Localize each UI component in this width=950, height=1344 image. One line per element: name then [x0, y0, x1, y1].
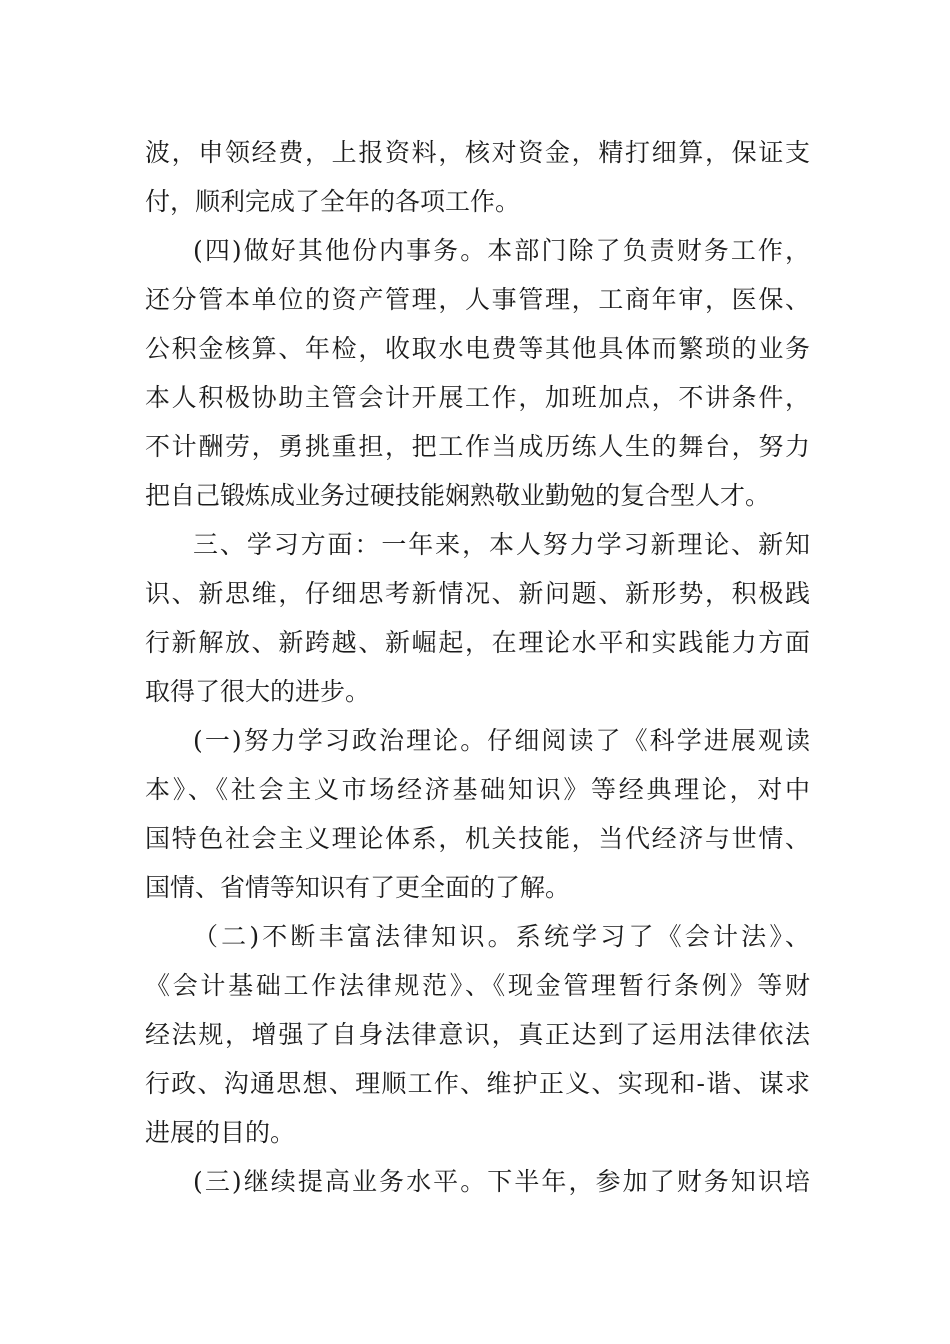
- text-line: 不计酬劳，勇挑重担，把工作当成历练人生的舞台，努力: [145, 432, 810, 461]
- text-line: 本人积极协助主管会计开展工作，加班加点，不讲条件，: [145, 383, 810, 412]
- text-line: (三)继续提高业务水平。下半年，参加了财务知识培: [193, 1167, 810, 1196]
- text-line: 国特色社会主义理论体系，机关技能，当代经济与世情、: [145, 824, 810, 853]
- text-line: 公积金核算、年检，收取水电费等其他具体而繁琐的业务: [145, 334, 810, 363]
- text-line: 付，顺利完成了全年的各项工作。: [145, 187, 521, 216]
- text-line: 经法规，增强了自身法律意识，真正达到了运用法律依法: [145, 1020, 810, 1049]
- document-body: [145, 128, 810, 1206]
- text-line: 三、学习方面：一年来，本人努力学习新理论、新知: [193, 530, 810, 559]
- text-line: 行政、沟通思想、理顺工作、维护正义、实现和-谐、谋求: [145, 1069, 810, 1098]
- text-line: 进展的目的。: [145, 1118, 296, 1147]
- text-line: 波，申领经费，上报资料，核对资金，精打细算，保证支: [145, 138, 810, 167]
- text-line: 本》、《社会主义市场经济基础知识》等经典理论，对中: [145, 775, 810, 804]
- text-line: 《会计基础工作法律规范》、《现金管理暂行条例》等财: [145, 971, 810, 1000]
- text-line: 国情、省情等知识有了更全面的了解。: [145, 873, 571, 902]
- text-line: （二)不断丰富法律知识。系统学习了《会计法》、: [193, 922, 810, 951]
- text-line: (一)努力学习政治理论。仔细阅读了《科学进展观读: [193, 726, 810, 755]
- text-line: 识、新思维，仔细思考新情况、新问题、新形势，积极践: [145, 579, 810, 608]
- text-line: 取得了很大的进步。: [145, 677, 371, 706]
- text-line: 把自己锻炼成业务过硬技能娴熟敬业勤勉的复合型人才。: [145, 481, 771, 510]
- text-line: 还分管本单位的资产管理，人事管理，工商年审，医保、: [145, 285, 810, 314]
- text-line: 行新解放、新跨越、新崛起，在理论水平和实践能力方面: [145, 628, 810, 657]
- text-line: (四)做好其他份内事务。本部门除了负责财务工作，: [193, 236, 810, 265]
